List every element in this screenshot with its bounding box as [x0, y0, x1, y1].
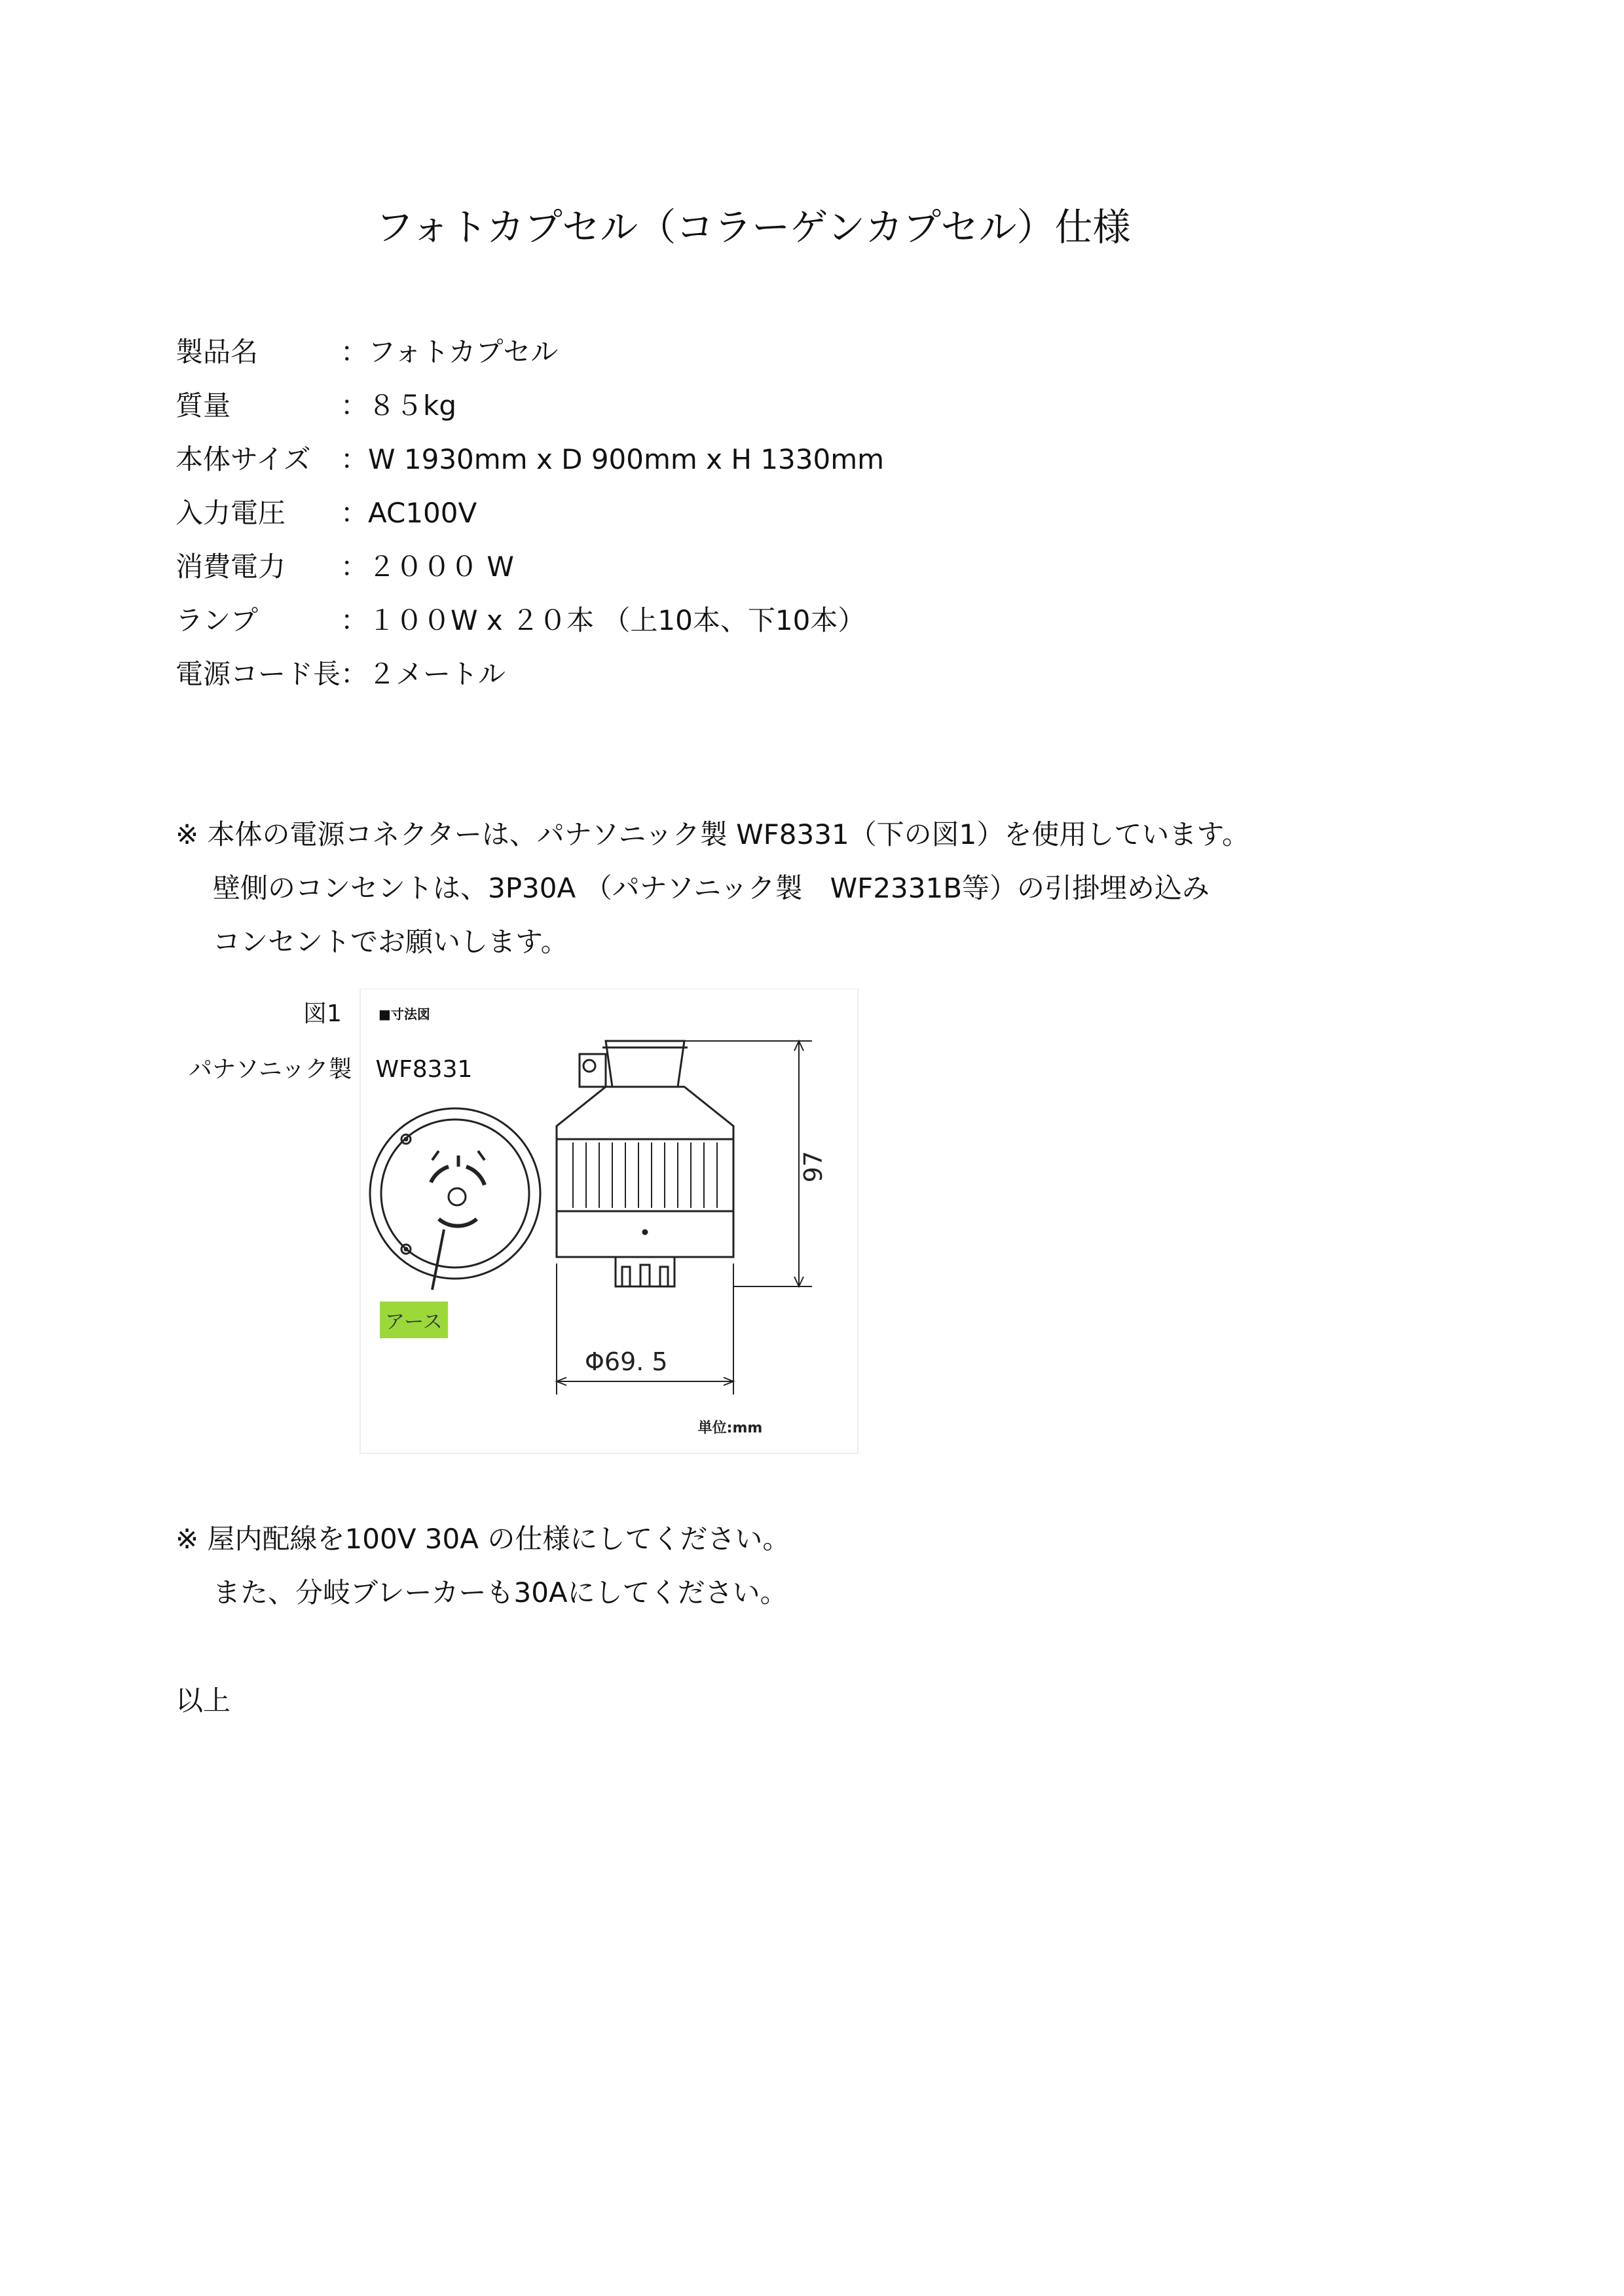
spec-value-product-name: ：フォトカプセル [341, 336, 559, 368]
spec-label-cord-length: 電源コード長 [175, 658, 341, 690]
earth-label: アース [380, 1302, 448, 1338]
diameter-dimension-label: Φ69. 5 [585, 1347, 668, 1376]
spec-label-weight: 質量 [175, 390, 231, 422]
spec-value-lamp: ：１００W x ２０本 （上10本、下10本） [341, 604, 866, 636]
unit-label: 単位:mm [697, 1420, 763, 1436]
spec-label-product-name: 製品名 [175, 336, 259, 368]
spec-value-weight: ：８５kg [341, 390, 456, 422]
connector-side-view [557, 1041, 733, 1286]
spec-value-size: ：W 1930mm x D 900mm x H 1330mm [341, 443, 885, 475]
spec-label-lamp: ランプ [175, 604, 259, 636]
note1-line3: コンセントでお願いします。 [213, 926, 568, 958]
spec-value-input-voltage: ：AC100V [341, 497, 477, 529]
spec-label-power: 消費電力 [175, 551, 286, 583]
spec-value-power: ：２０００ W [341, 551, 514, 583]
spec-value-cord-length: ：２メートル [341, 658, 506, 690]
earth-leader-line [432, 1230, 444, 1290]
note2-line1: ※ 屋内配線を100V 30A の仕様にしてください。 [175, 1523, 790, 1555]
figure-product-name: パナソニック製 WF8331 [189, 1056, 473, 1083]
figure-caption: 図1 [303, 1000, 342, 1027]
note2-line2: また、分岐ブレーカーも30Aにしてください。 [213, 1576, 788, 1609]
figure-dimension-title: ■寸法図 [378, 1006, 430, 1022]
spec-label-input-voltage: 入力電圧 [175, 497, 286, 529]
page-title: フォトカプセル（コラーゲンカプセル）仕様 [375, 205, 1131, 249]
note1-line2: 壁側のコンセントは、3P30A （パナソニック製 WF2331B等）の引掛埋め込み [213, 872, 1210, 904]
connector-drawing [341, 989, 864, 1460]
spec-label-size: 本体サイズ [175, 443, 311, 475]
connector-front-view [370, 1108, 540, 1279]
note1-line1: ※ 本体の電源コネクターは、パナソニック製 WF8331（下の図1）を使用しています。 [175, 818, 1250, 850]
closing-text: 以上 [175, 1685, 231, 1717]
height-dimension-label: 97 [799, 1150, 828, 1183]
